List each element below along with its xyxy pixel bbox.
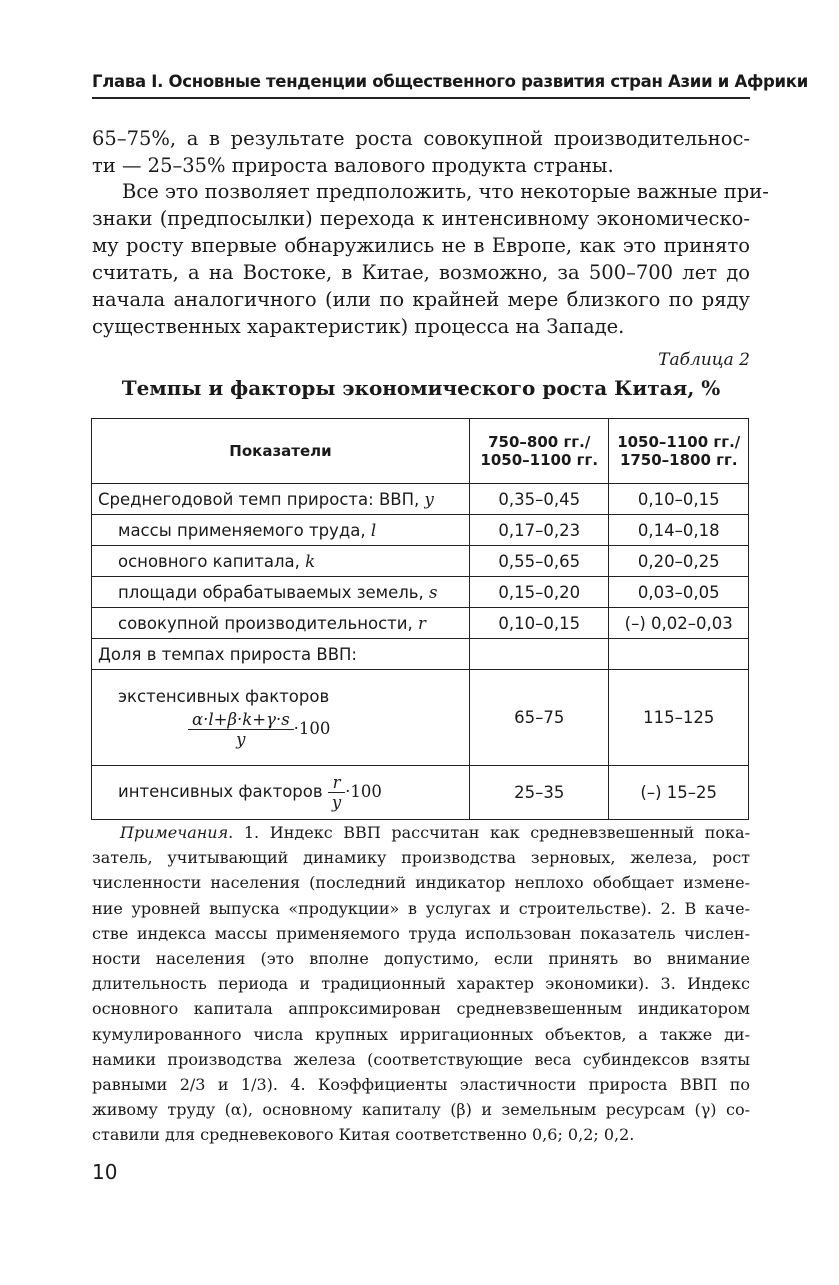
- empty-cell: [469, 639, 609, 670]
- table-row: [92, 515, 749, 546]
- row-label: [92, 546, 470, 577]
- paragraph-1: [92, 125, 750, 179]
- notes-line: ности населения (это вполне допустимо, если принять во внимание: [92, 949, 750, 969]
- formula-multiplier: ·100: [293, 718, 331, 738]
- share-header: Доля в темпах прироста ВВП:: [92, 639, 470, 670]
- notes-line: стве индекса массы применяемого труда использован показатель числен-: [92, 923, 750, 943]
- table-label: Таблица 2: [658, 350, 750, 370]
- extensive-label: [92, 670, 470, 766]
- formula-denominator: y: [236, 729, 246, 749]
- paragraph-2: [92, 178, 769, 340]
- header-indicators: Показатели: [92, 419, 470, 484]
- table-row: [92, 639, 749, 670]
- table-row: [92, 577, 749, 608]
- row-label-text: основного капитала,: [118, 551, 306, 571]
- notes-line: затель, учитывающий динамику производства зерновых, железа, рост: [92, 848, 750, 868]
- extensive-value-2: 115–125: [609, 670, 749, 766]
- row-symbol: l: [370, 520, 377, 540]
- header-period-1: [469, 419, 609, 484]
- header-period-2-line2: 1750–1800 гг.: [619, 451, 738, 469]
- notes-line: длительность периода и традиционный характер экономики). 3. Индекс: [92, 974, 750, 994]
- row-label-text: массы применяемого труда,: [118, 520, 371, 540]
- text-line: му росту впервые обнаружились не в Европе, как это принято: [92, 234, 750, 257]
- formula-numerator: r: [328, 773, 345, 793]
- formula-fraction: [188, 710, 294, 749]
- row-value-1: 0,35–0,45: [469, 484, 609, 515]
- empty-cell: [609, 639, 749, 670]
- row-symbol: s: [429, 582, 438, 602]
- notes-line: численности населения (последний индикатор неплохо обобщает измене-: [92, 873, 750, 893]
- notes-line: равными 2/3 и 1/3). 4. Коэффициенты эластичности прироста ВВП по: [92, 1075, 750, 1095]
- row-value-2: (–) 0,02–0,03: [609, 608, 749, 639]
- row-symbol: y: [424, 489, 434, 509]
- table-row-intensive: [92, 766, 749, 820]
- table-row: [92, 484, 749, 515]
- extensive-formula: [118, 710, 463, 749]
- text-line: ти — 25–35% прироста валового продукта страны.: [92, 154, 614, 177]
- row-label-text: Среднегодовой темп прироста: ВВП,: [98, 489, 425, 509]
- text-line: знаки (предпосылки) перехода к интенсивному экономическо-: [92, 207, 750, 230]
- notes-line: намики производства железа (соответствующие веса субиндексов взяты: [92, 1049, 750, 1069]
- extensive-label-text: экстенсивных факторов: [118, 686, 330, 706]
- notes-line: [92, 820, 750, 845]
- intensive-label: [92, 766, 470, 820]
- notes-line: кумулированного числа крупных ирригационных объектов, а также ди-: [92, 1024, 750, 1044]
- page-number: 10: [92, 1160, 118, 1184]
- formula-numerator: α·l+β·k+γ·s: [188, 710, 294, 730]
- formula-denominator: y: [331, 793, 342, 812]
- text-line: начала аналогичного (или по крайней мере близкого по ряду: [92, 288, 750, 311]
- row-value-1: 0,15–0,20: [469, 577, 609, 608]
- notes-line: живому труду (α), основному капиталу (β) и земельным ресурсам (γ) со-: [92, 1100, 750, 1120]
- row-value-1: 0,10–0,15: [469, 608, 609, 639]
- row-value-2: 0,03–0,05: [609, 577, 749, 608]
- text-line: 65–75%, а в результате роста совокупной производительнос-: [92, 127, 750, 150]
- row-value-1: 0,55–0,65: [469, 546, 609, 577]
- row-label-text: площади обрабатываемых земель,: [118, 582, 429, 602]
- row-value-2: 0,14–0,18: [609, 515, 749, 546]
- row-value-1: 0,17–0,23: [469, 515, 609, 546]
- row-label: [92, 515, 470, 546]
- table-row-extensive: [92, 670, 749, 766]
- notes-line: ние уровней выпуска «продукции» в услугах и строительстве). 2. В каче-: [92, 898, 750, 918]
- row-label: [92, 577, 470, 608]
- notes-line-text: 1. Индекс ВВП рассчитан как средневзвешенный пока-: [233, 823, 750, 842]
- running-head: Глава I. Основные тенденции общественного развития стран Азии и Африки: [92, 72, 750, 99]
- table-header-row: [92, 419, 749, 484]
- row-value-2: 0,20–0,25: [609, 546, 749, 577]
- header-period-2-line1: 1050–1100 гг./: [617, 433, 741, 451]
- notes-heading: Примечания.: [120, 823, 234, 842]
- row-label: [92, 608, 470, 639]
- notes-line: ставили для средневекового Китая соответственно 0,6; 0,2; 0,2.: [92, 1125, 635, 1145]
- row-value-2: 0,10–0,15: [609, 484, 749, 515]
- table-row: [92, 546, 749, 577]
- row-label: [92, 484, 470, 515]
- intensive-label-text: интенсивных факторов: [118, 782, 328, 801]
- growth-table: [91, 418, 749, 820]
- notes-line: основного капитала аппроксимирован средневзвешенным индикатором: [92, 999, 750, 1019]
- text-line: считать, а на Востоке, в Китае, возможно, за 500–700 лет до: [92, 261, 750, 284]
- formula-multiplier: ·100: [345, 782, 382, 801]
- table-row: [92, 608, 749, 639]
- header-period-1-line1: 750–800 гг./: [488, 433, 591, 451]
- formula-fraction: [328, 773, 345, 812]
- row-symbol: k: [305, 551, 316, 571]
- intensive-value-1: 25–35: [469, 766, 609, 820]
- header-period-2: [609, 419, 749, 484]
- extensive-value-1: 65–75: [469, 670, 609, 766]
- text-line: Все это позволяет предположить, что некоторые важные при-: [122, 180, 769, 203]
- table-title: Темпы и факторы экономического роста Китая, %: [121, 376, 721, 400]
- intensive-value-2: (–) 15–25: [609, 766, 749, 820]
- table-notes: [92, 820, 750, 1148]
- row-symbol: r: [417, 613, 426, 633]
- text-line: существенных характеристик) процесса на Западе.: [92, 315, 625, 338]
- row-label-text: совокупной производительности,: [118, 613, 418, 633]
- header-period-1-line2: 1050–1100 гг.: [480, 451, 599, 469]
